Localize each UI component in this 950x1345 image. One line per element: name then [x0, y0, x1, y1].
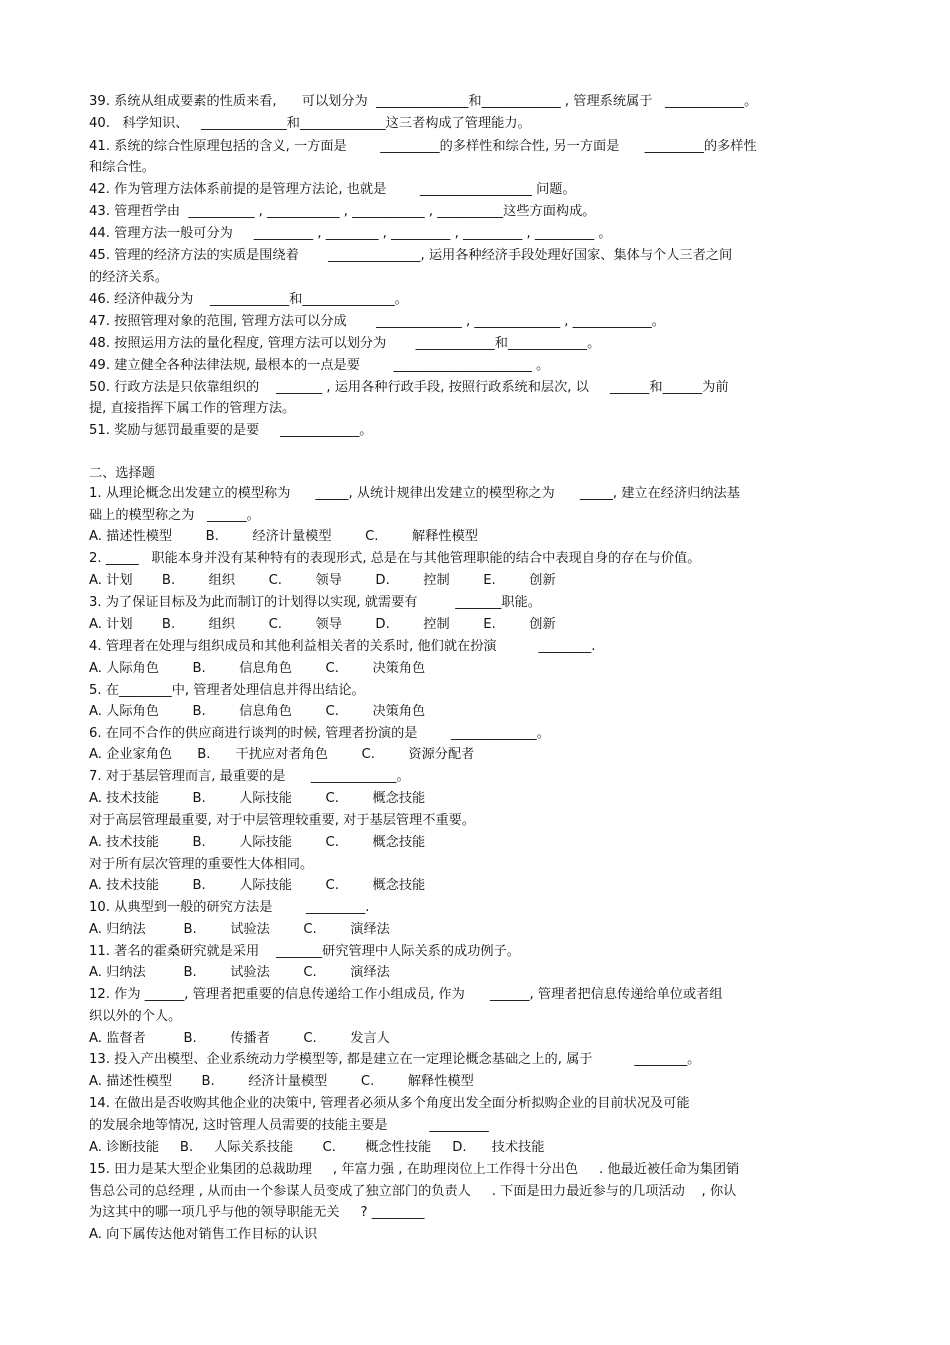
text-line: 40. 科学知识、 _____________和_____________这三者构成了管理能力。 [89, 116, 531, 131]
text-line: 15. 田力是某大型企业集团的总裁助理 , 年富力强 , 在助理岗位上工作得十分出色 . 他最近被任命为集团销 [89, 1162, 740, 1177]
text-line: 4. 管理者在处理与组织成员和其他利益相关者的关系时, 他们就在扮演 ________. [89, 639, 596, 654]
text-line: 43. 管理哲学由 __________ , ___________ , ___________ , __________这些方面构成。 [89, 204, 596, 219]
text-line: 14. 在做出是否收购其他企业的决策中, 管理者必须从多个角度出发全面分析拟购企业的目前状况及可能 [89, 1096, 690, 1111]
text-line: 1. 从理论概念出发建立的模型称为 _____, 从统计规律出发建立的模型称之为 _____, 建立在经济归纳法基 [89, 486, 740, 501]
text-line: 45. 管理的经济方法的实质是围绕着 ______________, 运用各种经济手段处理好国家、集体与个人三者之间 [89, 248, 733, 263]
text-line: 11. 著名的霍桑研究就是采用 _______研究管理中人际关系的成功例子。 [89, 944, 520, 959]
text-line: 7. 对于基层管理而言, 最重要的是 _____________。 [89, 769, 410, 784]
text-line: A. 企业家角色 B. 干扰应对者角色 C. 资源分配者 [89, 747, 475, 762]
text-line: 51. 奖励与惩罚最重要的是要 ____________。 [89, 423, 373, 438]
text-line: 提, 直接指挥下属工作的管理方法。 [89, 401, 296, 416]
text-line: 44. 管理方法一般可分为 _________ , ________ , _________ , _________ , _________ 。 [89, 226, 612, 241]
text-line: A. 归纳法 B. 试验法 C. 演绎法 [89, 965, 390, 980]
text-line: 39. 系统从组成要素的性质来看, 可以划分为 ______________和____________ , 管理系统属于 ____________。 [89, 94, 758, 109]
text-line: 对于高层管理最重要, 对于中层管理较重要, 对于基层管理不重要。 [89, 813, 476, 828]
text-line: 41. 系统的综合性原理包括的含义, 一方面是 _________的多样性和综合性, 另一方面是 _________的多样性 [89, 139, 757, 154]
text-line: 和综合性。 [89, 160, 155, 175]
text-line: A. 描述性模型 B. 经济计量模型 C. 解释性模型 [89, 1074, 474, 1089]
text-line: 的发展余地等情况, 这时管理人员需要的技能主要是 _________ [89, 1118, 489, 1133]
text-line: A. 诊断技能 B. 人际关系技能 C. 概念性技能 D. 技术技能 [89, 1140, 545, 1155]
text-line: A. 技术技能 B. 人际技能 C. 概念技能 [89, 835, 426, 850]
text-line: 48. 按照运用方法的量化程度, 管理方法可以划分为 ____________和____________。 [89, 336, 601, 351]
text-line: 织以外的个人。 [89, 1009, 182, 1024]
text-line: 50. 行政方法是只依靠组织的 _______ , 运用各种行政手段, 按照行政系统和层次, 以 ______和______为前 [89, 380, 729, 395]
text-line: 12. 作为 ______, 管理者把重要的信息传递给工作小组成员, 作为 ______, 管理者把信息传递给单位或者组 [89, 987, 723, 1002]
text-line: A. 技术技能 B. 人际技能 C. 概念技能 [89, 878, 426, 893]
text-line: 为这其中的哪一项几乎与他的领导职能无关 ? ________ [89, 1205, 425, 1220]
text-line: A. 计划 B. 组织 C. 领导 D. 控制 E. 创新 [89, 617, 556, 632]
text-line: A. 描述性模型 B. 经济计量模型 C. 解释性模型 [89, 529, 478, 544]
text-line: 42. 作为管理方法体系前提的是管理方法论, 也就是 _________________ 问题。 [89, 182, 576, 197]
text-line: 49. 建立健全各种法律法规, 最根本的一点是要 _____________________ 。 [89, 358, 550, 373]
text-line: 2. _____ 职能本身并没有某种特有的表现形式, 总是在与其他管理职能的结合中表现自身的存在与价值。 [89, 551, 701, 566]
text-line: A. 技术技能 B. 人际技能 C. 概念技能 [89, 791, 426, 806]
text-line: A. 人际角色 B. 信息角色 C. 决策角色 [89, 704, 426, 719]
text-line: 3. 为了保证目标及为此而制订的计划得以实现, 就需要有 _______职能。 [89, 595, 541, 610]
text-line: 47. 按照管理对象的范围, 管理方法可以分成 _____________ , _____________ , ____________。 [89, 314, 665, 329]
text-line: A. 监督者 B. 传播者 C. 发言人 [89, 1031, 390, 1046]
text-line: A. 归纳法 B. 试验法 C. 演绎法 [89, 922, 390, 937]
text-line: A. 人际角色 B. 信息角色 C. 决策角色 [89, 661, 426, 676]
text-line: 售总公司的总经理 , 从而由一个参谋人员变成了独立部门的负责人 . 下面是田力最近参与的几项活动 , 你认 [89, 1184, 737, 1199]
text-line: A. 向下属传达他对销售工作目标的认识 [89, 1227, 318, 1242]
text-line: 10. 从典型到一般的研究方法是 _________. [89, 900, 370, 915]
text-line: 13. 投入产出模型、企业系统动力学模型等, 都是建立在一定理论概念基础之上的, 属于 ________。 [89, 1052, 701, 1067]
text-line: 础上的模型称之为 ______。 [89, 508, 260, 523]
text-line: 46. 经济仲裁分为 ____________和______________。 [89, 292, 408, 307]
text-line: 5. 在________中, 管理者处理信息并得出结论。 [89, 683, 365, 698]
text-line: 6. 在同不合作的供应商进行谈判的时候, 管理者扮演的是 _____________。 [89, 726, 550, 741]
section-heading: 二、选择题 [89, 466, 155, 481]
text-line: A. 计划 B. 组织 C. 领导 D. 控制 E. 创新 [89, 573, 556, 588]
text-line: 的经济关系。 [89, 270, 169, 285]
text-line: 对于所有层次管理的重要性大体相同。 [89, 857, 314, 872]
